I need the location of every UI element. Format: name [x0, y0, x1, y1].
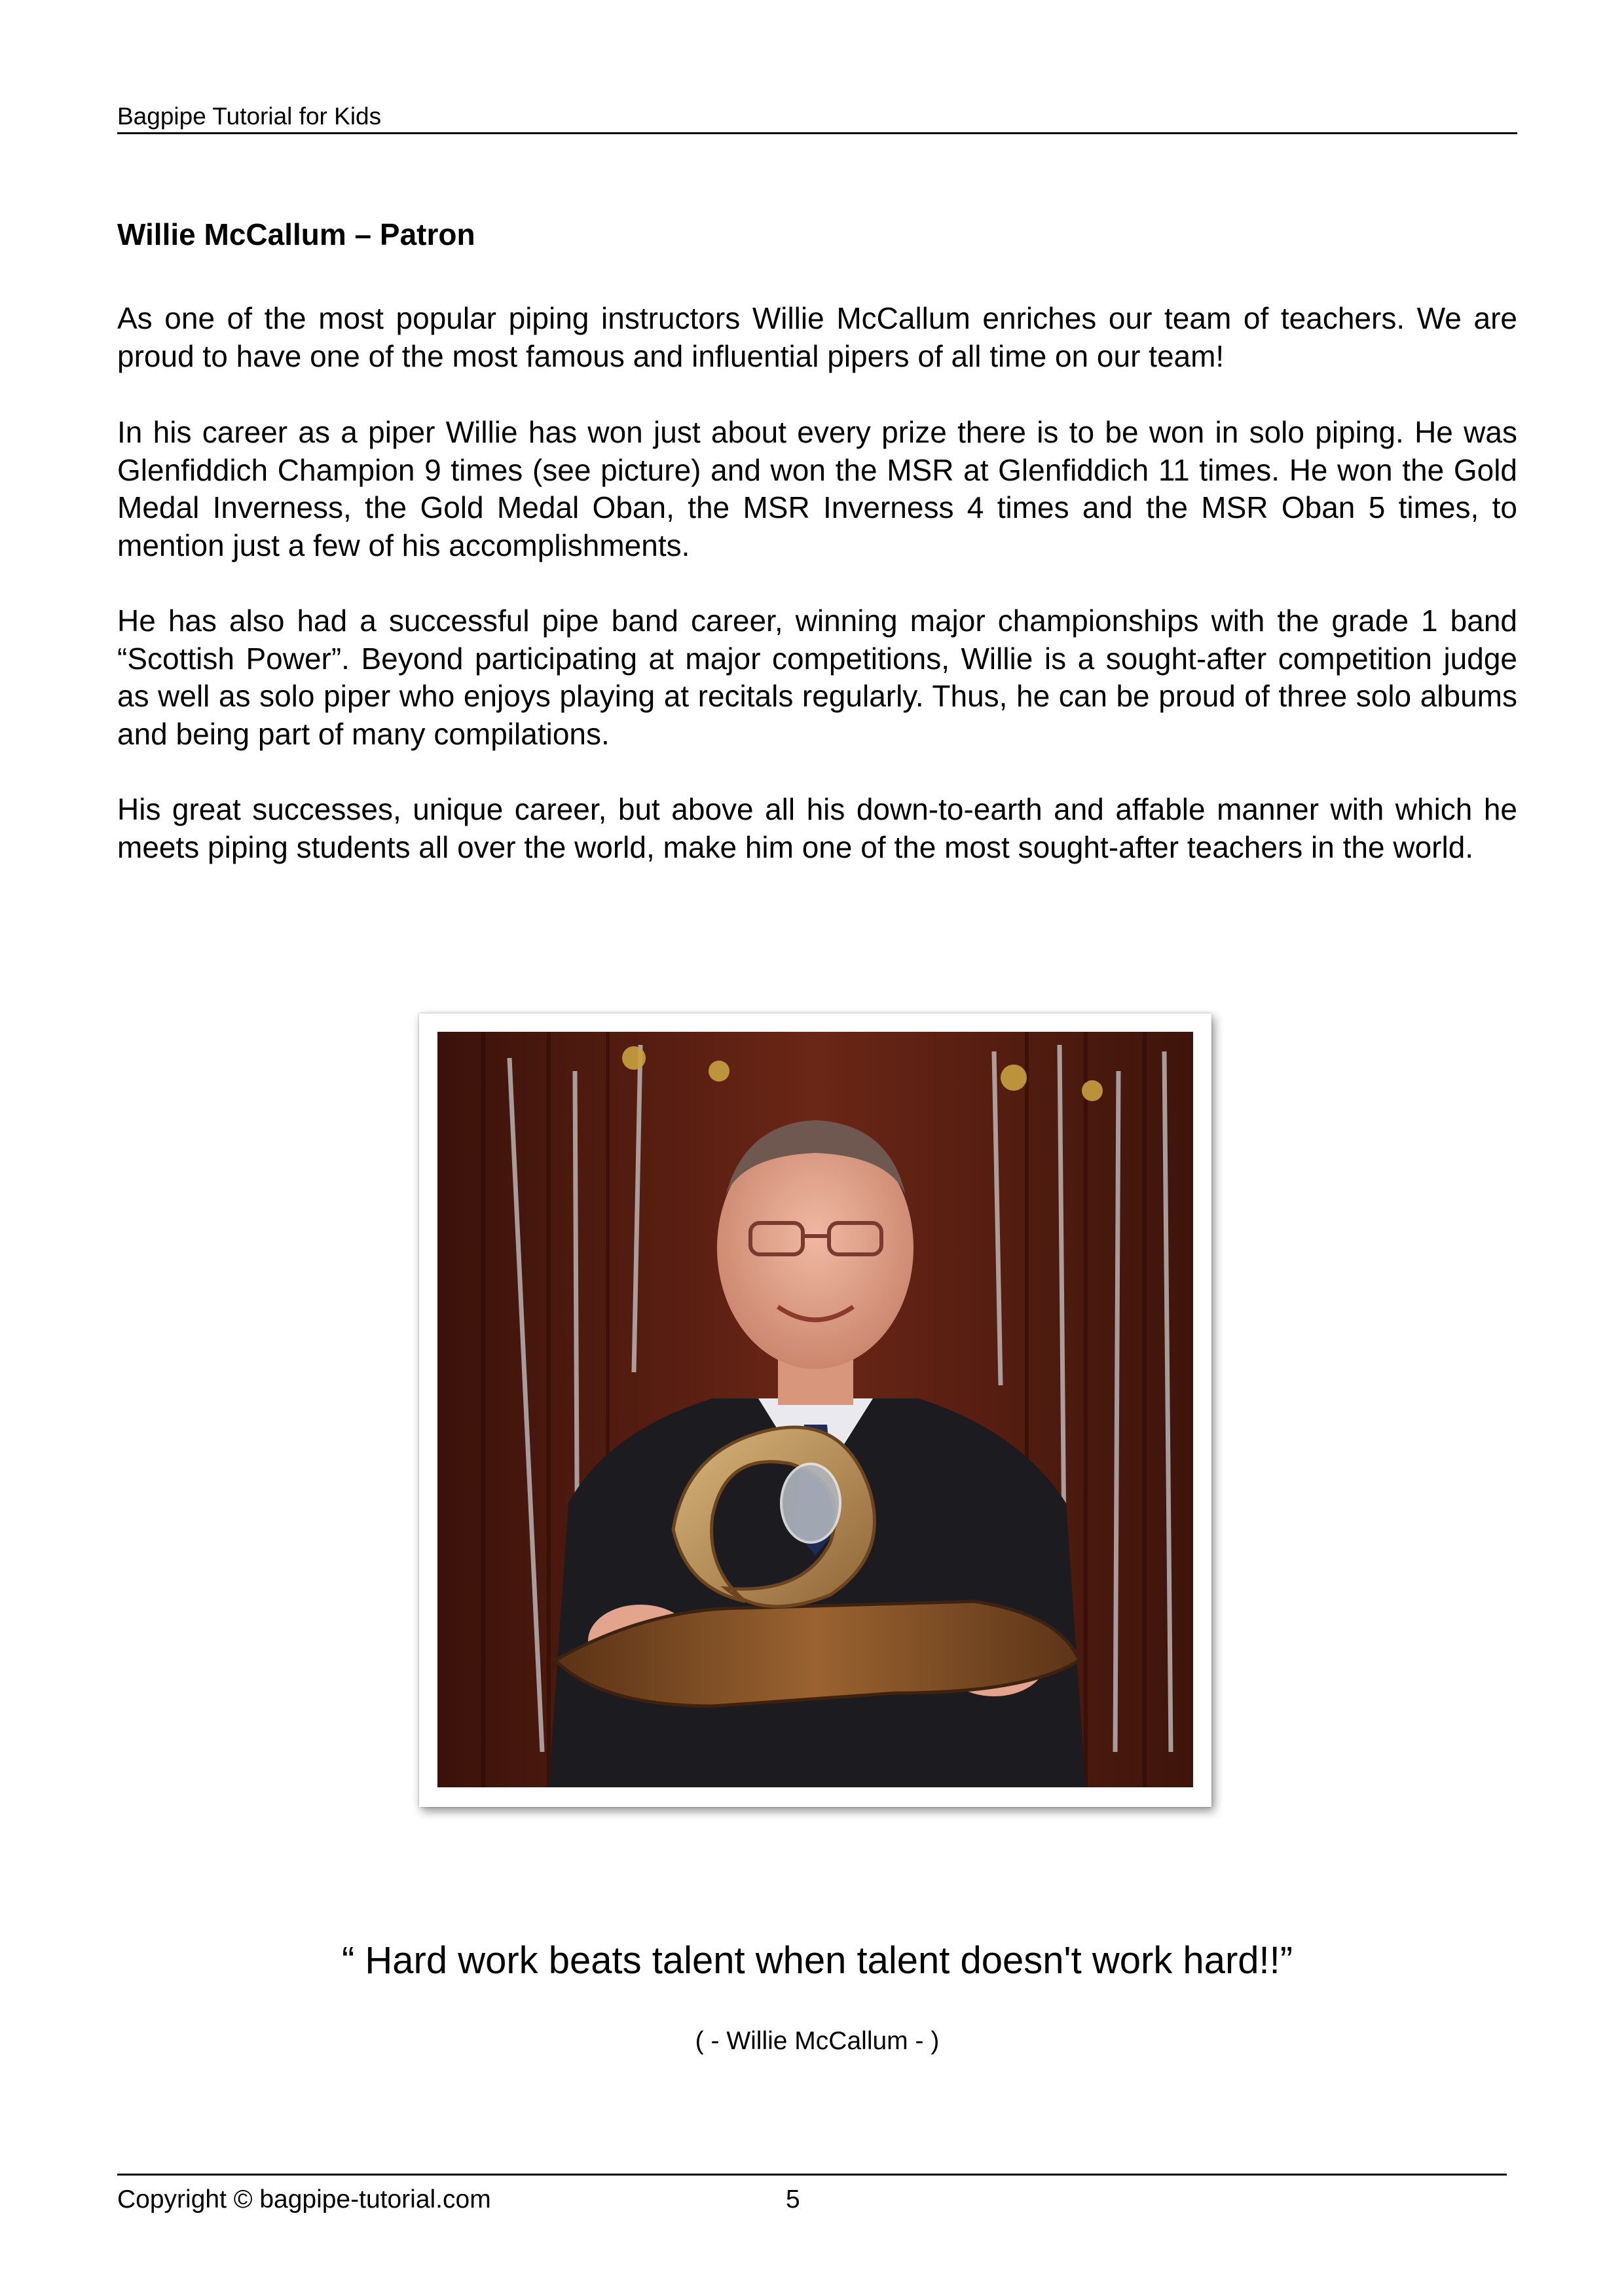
body-paragraph: In his career as a piper Willie has won just about every prize there is to be won in solo piping. He was Glenfiddich Champion 9 times (see picture) and won the MSR at Glenfiddich 11 times. He won the Gold Medal Inverness, the Gold Medal Oban, the MSR Inverness 4 times and the MSR Oban 5 times, to mention just a few of his accomplishments.: [117, 415, 1517, 562]
quote-attribution: ( - Willie McCallum - ): [695, 2027, 940, 2055]
footer-divider: [117, 2174, 1507, 2176]
quote-text: “ Hard work beats talent when talent doesn't work hard!!”: [341, 1939, 1293, 1982]
section-title: Willie McCallum – Patron: [117, 217, 475, 251]
footer-copyright: Copyright © bagpipe-tutorial.com: [117, 2185, 491, 2214]
body-paragraph: As one of the most popular piping instructors Willie McCallum enriches our team of teachers. We are proud to have one of the most famous and influential pipers of all time on our team!: [117, 301, 1517, 373]
body-paragraph: He has also had a successful pipe band career, winning major championships with the grade 1 band “Scottish Power”. Beyond participating at major competitions, Willie is a sought-after competition judge as well as solo piper who enjoys playing at recitals regularly. Thus, he can be proud of three solo albums and being part of many compilations.: [117, 604, 1517, 751]
running-header: Bagpipe Tutorial for Kids: [117, 102, 1517, 134]
photo-frame: [419, 1013, 1211, 1807]
page-number: 5: [786, 2185, 800, 2214]
body-paragraph: His great successes, unique career, but above all his down-to-earth and affable manner with which he meets piping students all over the world, make him one of the most sought-after teachers in the world.: [117, 792, 1517, 864]
portrait-photo-icon: [437, 1032, 1193, 1787]
